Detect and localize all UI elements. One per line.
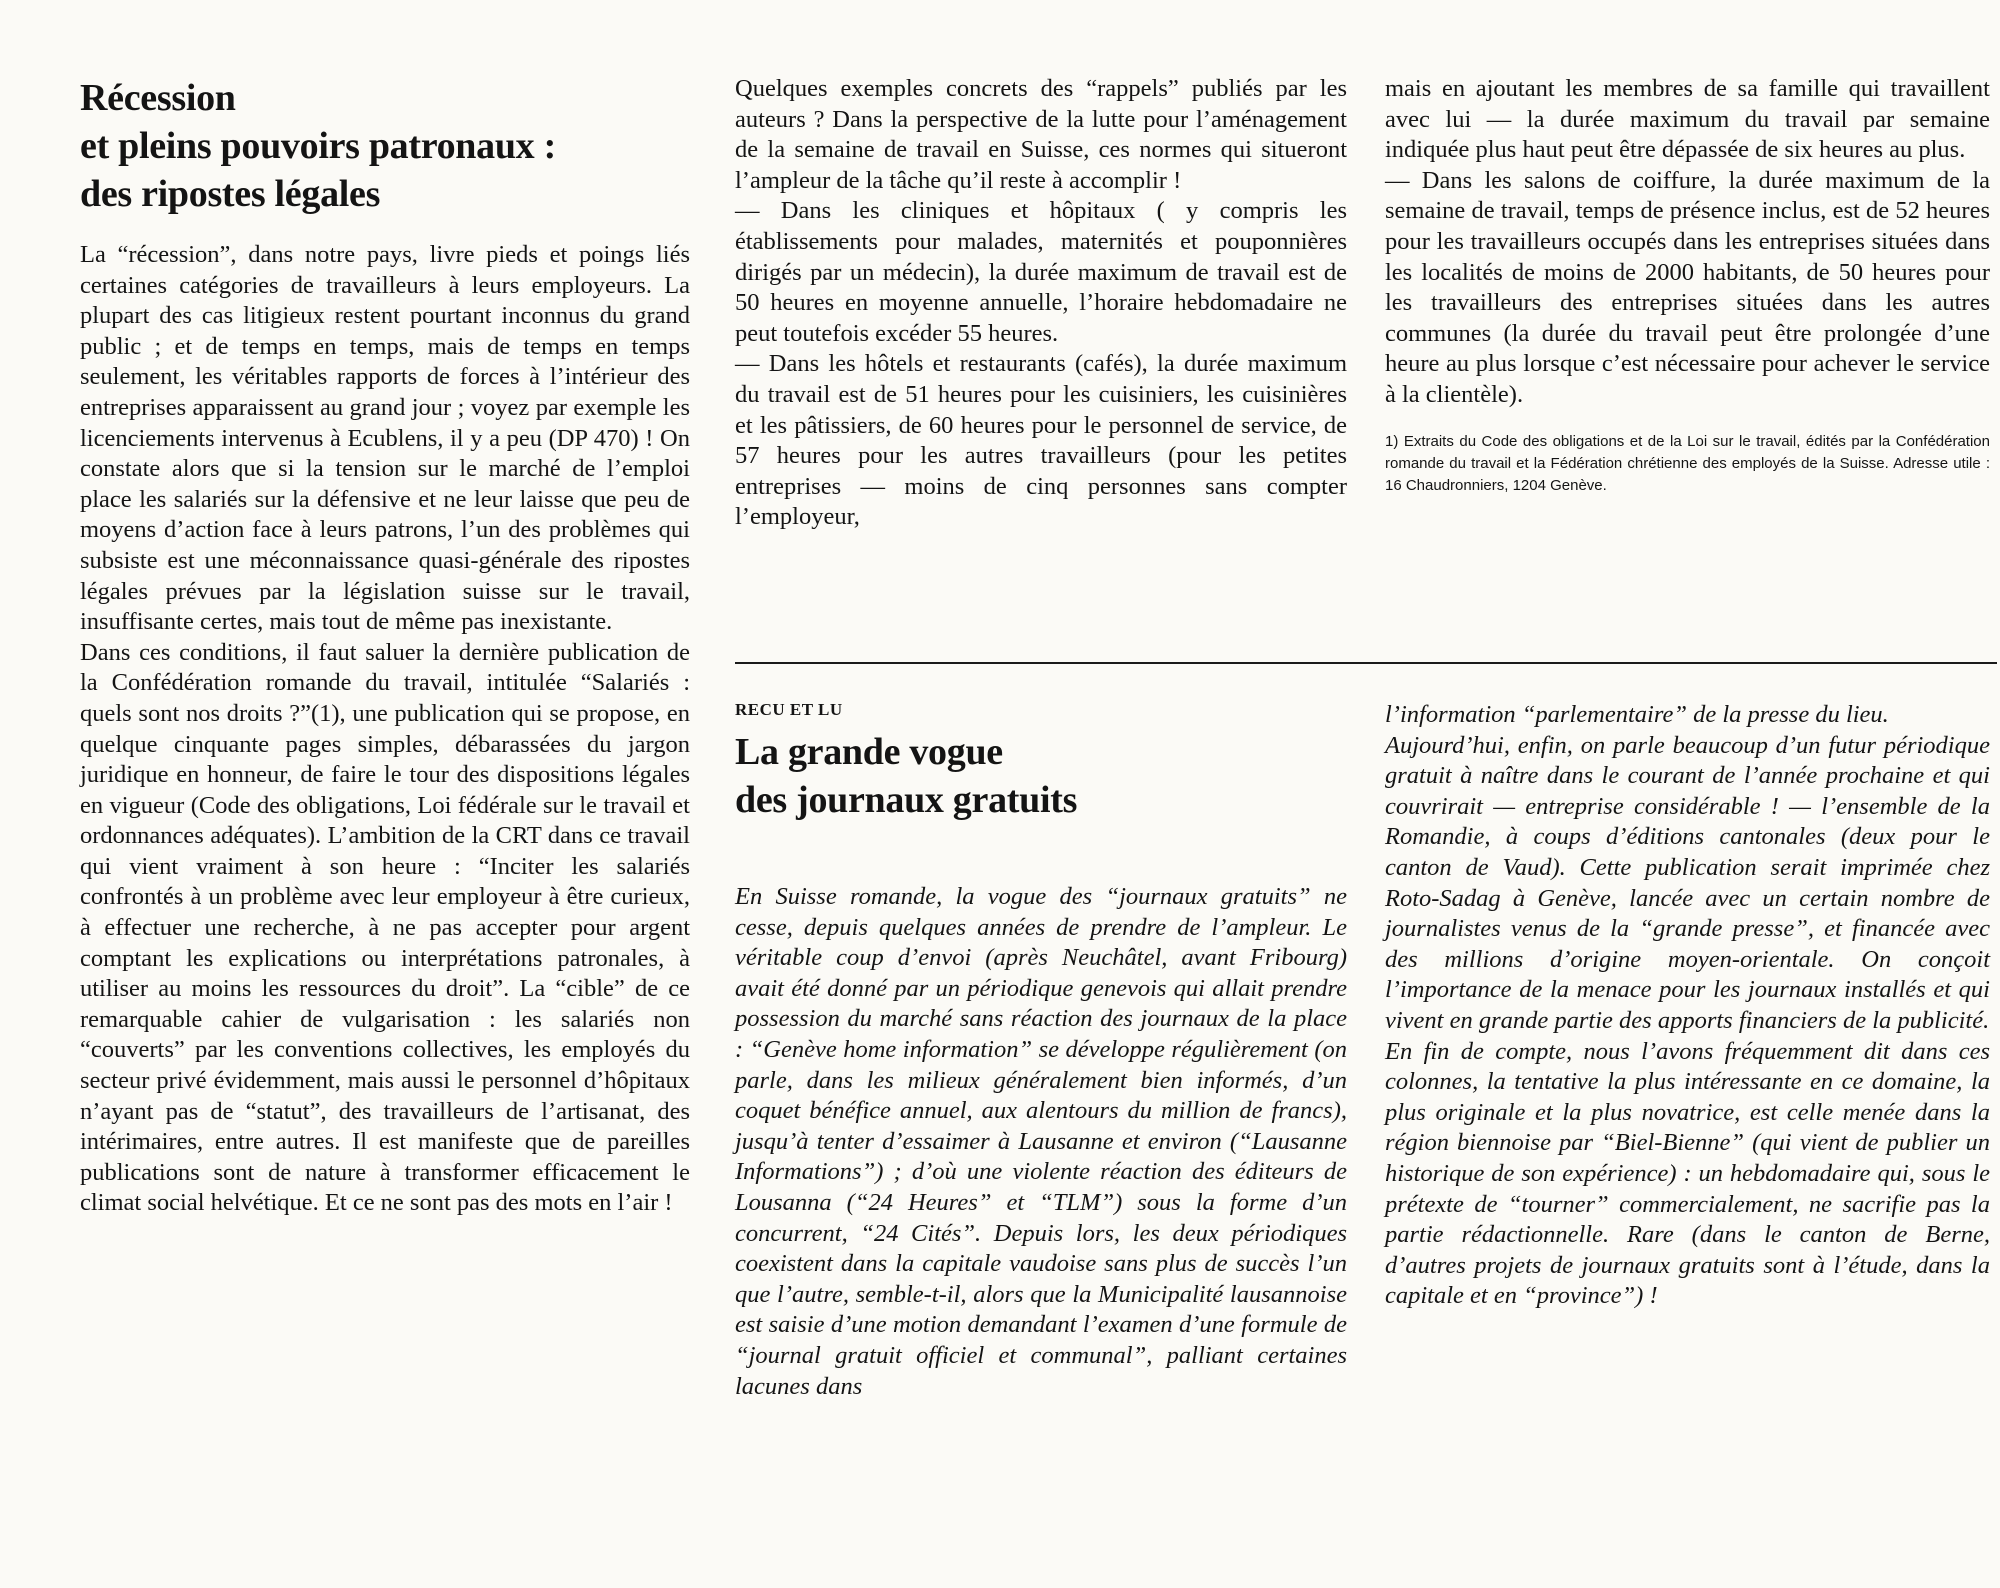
- section-divider: [735, 662, 1997, 664]
- paragraph: — Dans les hôtels et restaurants (cafés), la durée maximum du travail est de 51 heures pour les cuisiniers, les cuisinières et les pâtissiers, de 60 heures pour le personnel de service, de 57 heures pour les autres travailleurs (pour les petites entreprises — moins de cinq personnes sans compter l’employeur,: [735, 350, 1347, 531]
- paragraph: mais en ajoutant les membres de sa famille qui travaillent avec lui — la durée maximum du travail par semaine indiquée plus haut peut être dépassée de six heures au plus.: [1385, 75, 1990, 164]
- article2-title-line-1: La grande vogue: [735, 731, 1003, 773]
- paragraph: l’information “parlementaire” de la presse du lieu.: [1385, 701, 1889, 728]
- article1-footnote: 1) Extraits du Code des obligations et de la Loi sur le travail, édités par la Confédération romande du travail et la Fédération chrétienne des employés de la Suisse. Adresse utile : 16 Chaudronniers, 1204 Genève.: [1385, 432, 1990, 494]
- article1-column-2: [735, 74, 1347, 533]
- article1-body-col1: [80, 240, 690, 1219]
- article1-column-3: [1385, 74, 1990, 497]
- article2-title-line-2: des journaux gratuits: [735, 779, 1078, 821]
- article1-column-1: [80, 74, 690, 1219]
- paragraph: — Dans les cliniques et hôpitaux ( y compris les établissements pour malades, maternités et pouponnières dirigés par un médecin), la durée maximum de travail est de 50 heures en moyenne annuelle, l’horaire hebdomadaire ne peut toutefois excéder 55 heures.: [735, 197, 1347, 347]
- paragraph: En Suisse romande, la vogue des “journaux gratuits” ne cesse, depuis quelques années de prendre de l’ampleur. Le véritable coup d’envoi (après Neuchâtel, avant Fribourg) avait été donné par un périodique genevois qui allait prendre possession du marché sans réaction des journaux de la place : “Genève home information” se développe régulièrement (on parle, dans les milieux généralement bien informés, d’un coquet bénéfice annuel, aux alentours du million de francs), jusqu’à tenter d’essaimer à Lausanne et environ (“Lausanne Informations”) ; d’où une violente réaction des éditeurs de Lousanna (“24 Heures” et “TLM”) sous la forme d’un concurrent, “24 Cités”. Depuis lors, les deux périodiques coexistent dans la capitale vaudoise sans plus de succès l’un que l’autre, semble-t-il, alors que la Municipalité lausannoise est saisie d’une motion demandant l’examen d’une formule de “journal gratuit officiel et communal”, palliant certaines lacunes dans: [735, 883, 1347, 1400]
- article1-title: [80, 74, 690, 218]
- paragraph: En fin de compte, nous l’avons fréquemment dit dans ces colonnes, la tentative la plus intéressante en ce domaine, la plus originale et la plus novatrice, est celle menée dans la région biennoise par “Biel-Bienne” (qui vient de publier un historique de son expérience) : un hebdomadaire qui, sous le prétexte de “tourner” commercialement, ne sacrifie pas la partie rédactionnelle. Rare (dans le canton de Berne, d’autres projets de journaux gratuits sont à l’étude, dans la capitale et en “province”) !: [1385, 1037, 1990, 1310]
- paragraph: La “récession”, dans notre pays, livre pieds et poings liés certaines catégories de travailleurs à leurs employeurs. La plupart des cas litigieux restent pourtant inconnus du grand public ; et de temps en temps, mais de temps en temps seulement, les véritables rapports de forces à l’intérieur des entreprises apparaissent au grand jour ; voyez par exemple les licenciements intervenus à Ecublens, il y a peu (DP 470) ! On constate alors que si la tension sur le marché de l’emploi place les salariés sur la défensive et ne leur laisse que peu de moyens d’action face à leurs patrons, l’un des problèmes qui subsiste est une méconnaissance quasi-générale des ripostes légales prévues par la législation suisse sur le travail, insuffisante certes, mais tout de même pas inexistante.: [80, 241, 690, 636]
- article2-column-left: [735, 700, 1347, 1402]
- paragraph: Quelques exemples concrets des “rappels” publiés par les auteurs ? Dans la perspective de la lutte pour l’aménagement de la semaine de travail en Suisse, ces normes qui situeront l’ampleur de la tâche qu’il reste à accomplir !: [735, 75, 1347, 194]
- article1-title-line-1: Récession: [80, 77, 236, 119]
- paragraph: Dans ces conditions, il faut saluer la dernière publication de la Confédération romande du travail, intitulée “Salariés : quels sont nos droits ?”(1), une publication qui se propose, en quelque cinquante pages simples, débarassées du jargon juridique en honneur, de faire le tour des dispositions légales en vigueur (Code des obligations, Loi fédérale sur le travail et ordonnances adéquates). L’ambition de la CRT dans ce travail qui vient vraiment à son heure : “Inciter les salariés confrontés à un problème avec leur employeur à être curieux, à effectuer une recherche, à ne pas accepter pour argent comptant les explications ou interprétations patronales, à utiliser au moins les ressources du droit”. La “cible” de ce remarquable cahier de vulgarisation : les salariés non “couverts” par les conventions collectives, les employés du secteur privé évidemment, mais aussi le personnel d’hôpitaux n’ayant pas de “statut”, des travailleurs de l’artisanat, des intérimaires, entre autres. Il est manifeste que de pareilles publications sont de nature à transformer efficacement le climat social helvétique. Et ce ne sont pas des mots en l’air !: [80, 638, 690, 1217]
- article1-title-line-2: et pleins pouvoirs patronaux :: [80, 125, 556, 167]
- article2-title: [735, 728, 1347, 824]
- article1-title-line-3: des ripostes légales: [80, 173, 381, 215]
- article2-column-right: [1385, 700, 1990, 1312]
- article2-kicker: RECU ET LU: [735, 700, 843, 719]
- paragraph: — Dans les salons de coiffure, la durée maximum de la semaine de travail, temps de présence inclus, est de 52 heures pour les travailleurs occupés dans les entreprises situées dans les localités de moins de 2000 habitants, de 50 heures pour les travailleurs des entreprises situées dans les autres communes (la durée du travail peut être prolongée d’une heure au plus lorsque c’est nécessaire pour achever le service à la clientèle).: [1385, 166, 1990, 408]
- paragraph: Aujourd’hui, enfin, on parle beaucoup d’un futur périodique gratuit à naître dans le courant de l’année prochaine et qui couvrirait — entreprise considérable ! — l’ensemble de la Romandie, à coups d’éditions cantonales (deux pour le canton de Vaud). Cette publication serait imprimée chez Roto-Sadag à Genève, lancée avec un certain nombre de journalistes venus de la “grande presse”, et financée avec des millions d’origine moyen-orientale. On conçoit l’importance de la menace pour les journaux installés et qui vivent en grande partie des apports financiers de la publicité.: [1385, 731, 1990, 1034]
